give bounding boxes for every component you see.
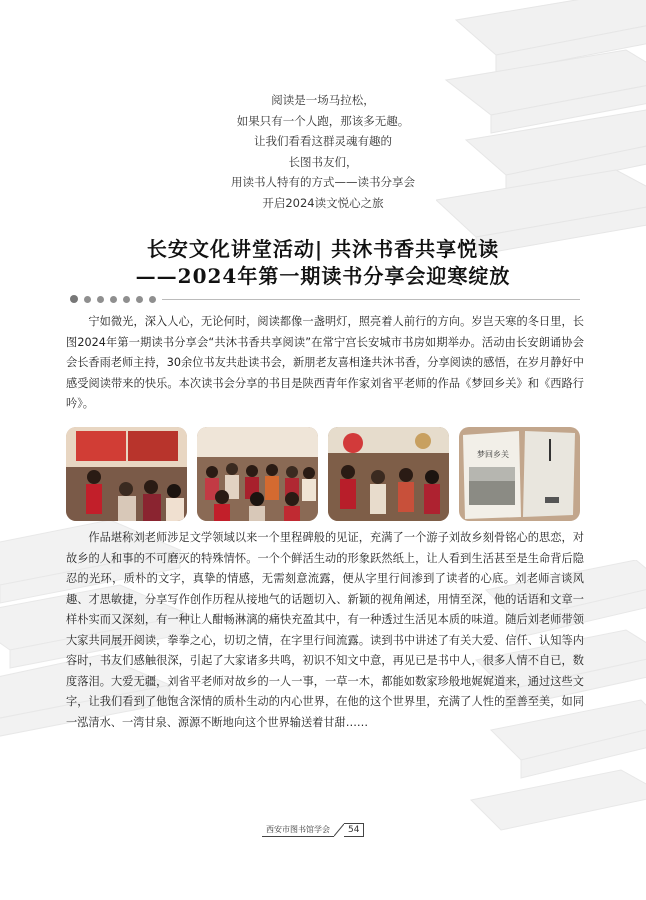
event-photo-3 [328, 427, 449, 521]
divider-line [162, 299, 580, 300]
divider-dot [123, 296, 130, 303]
divider-dot [149, 296, 156, 303]
paragraph-intro: 宁如微光，深入人心，无论何时，阅读都像一盏明灯，照亮着人前行的方向。岁岂天寒的冬日里，长图2024年第一期读书分享会“共沐书香共享阅读”在常宁宫长安城市书房如期举办。活动由长安朗诵协会会长香雨老师主持，30余位书友共赴读书会，新朋老友喜相逢共沐书香，分享阅读的感悟，在岁月静好中感受阅读带来的快乐。本次读书会分享的书目是陕西青年作家刘省平老师的作品《梦回乡关》和《西路行吟》。 [66, 315, 584, 410]
page-number: 54 [344, 823, 364, 837]
footer-publisher: 西安市图书馆学会 [262, 823, 334, 837]
article-title [0, 236, 646, 290]
photo-strip [66, 427, 580, 521]
poem-line: 如果只有一个人跑，那该多无趣。 [236, 113, 410, 128]
title-line-1: 长安文化讲堂活动| 共沐书香共享悦读 [146, 237, 500, 261]
divider-dot [84, 296, 91, 303]
divider-dot [110, 296, 117, 303]
divider-dot [97, 296, 104, 303]
event-photo-1 [66, 427, 187, 521]
divider-dot [70, 295, 78, 303]
title-line-2: ——2024年第一期读书分享会迎寒绽放 [135, 264, 511, 288]
intro-poem [0, 90, 646, 213]
page-footer [262, 822, 364, 838]
divider-dot [136, 296, 143, 303]
paragraph-body: 作品堪称刘老师涉足文学领域以来一个里程碑般的见证，充满了一个游子刘故乡刻骨铭心的思恋，对故乡的人和事的不可磨灭的特殊情怀。一个个鲜活生动的形象跃然纸上，让人看到生活甚至是生命背后隐忍的光环，质朴的文字，真挚的情感，无需刻意流露，便从字里行间渗到了读者的心底。刘老师言谈风趣、才思敏捷，分享写作创作历程从接地气的话题切入、新颖的视角阐述，用情至深，他的话语和文章一样朴实而又深刻，有一种让人酣畅淋漓的痛快充盈其中，有一种透过生活见本质的味道。随后刘老师带领大家共同展开阅读，拳拳之心，切切之情，在字里行间流露。读到书中讲述了有关大爱、信仟、认知等内容时，书友们感触很深，引起了大家诸多共鸣，初识不知文中意，再见已是书中人，很多人情不自已，数度落泪。大爱无疆，刘省平老师对故乡的一人一事，一草一木，都能如数家珍般地娓娓道来，通过这些文字，让我们看到了他饱含深情的质朴生动的内心世界，在他的这个世界里，充满了人性的至善至美，如同一泓清水、一湾甘泉、源源不断地向这个世界输送着甘甜…… [66, 531, 584, 729]
title-divider [70, 295, 580, 303]
book-cover-photo [459, 427, 580, 521]
event-photo-2 [197, 427, 318, 521]
poem-line: 用读书人特有的方式——读书分享会 [231, 175, 415, 189]
poem-line: 让我们看看这群灵魂有趣的 [254, 134, 392, 148]
book-cover-title: 梦回乡关 [477, 450, 509, 459]
poem-line: 长图书友们， [288, 154, 358, 169]
poem-line: 阅读是一场马拉松， [271, 93, 375, 107]
footer-slash-icon [334, 823, 344, 837]
poem-line: 开启2024读文悦心之旅 [262, 195, 384, 210]
